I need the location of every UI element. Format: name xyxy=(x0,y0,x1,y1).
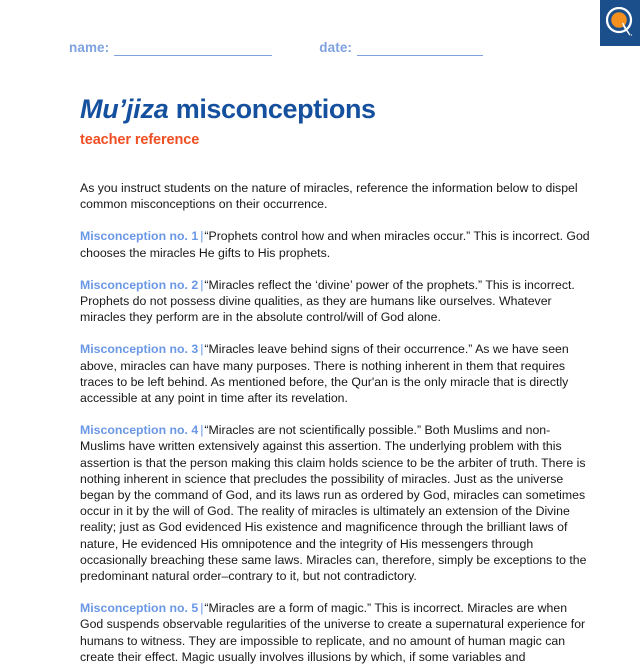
intro-paragraph: As you instruct students on the nature of miracles, reference the information below to dispel common misconceptions on their occurrence. xyxy=(80,181,578,212)
misconception-text: “Prophets control how and when miracles occur.” This is incorrect. God chooses the miracles He gifts to His prophets. xyxy=(80,229,590,260)
misconception-label: Misconception no. 2 xyxy=(80,277,199,292)
name-date-row xyxy=(69,41,579,56)
misconception-label: Misconception no. 4 xyxy=(80,423,199,438)
body-copy xyxy=(80,180,593,665)
name-input[interactable] xyxy=(114,43,272,56)
page-title-term: Mu’jiza xyxy=(80,94,169,124)
misconception-item xyxy=(80,422,593,584)
misconception-separator: | xyxy=(200,342,204,357)
misconception-item xyxy=(80,600,593,665)
misconception-text: “Miracles are not scientifically possible.” Both Muslims and non-Muslims have written extensively against this assertion. The underlying problem with this assertion is that the person making this claim holds science to be the arbiter of truth. There is nothing inherent in science that precludes the possibility of miracles. Just as the universe began by the command of God, and its laws run as ordered by God, miracles can sometimes occur in it by the will of God. The reality of miracles is ultimately an extension of the Divine reality; just as God evidenced His existence and magnificence through the brilliant laws of nature, He evidenced His omnipotence and the integrity of His messengers through occasionally breaching these same laws. Miracles can, therefore, simply be exceptions to the predominant natural order–contrary to it, but not contradictory. xyxy=(80,423,587,584)
misconception-item xyxy=(80,341,593,406)
misconception-label: Misconception no. 1 xyxy=(80,229,199,244)
misconception-item xyxy=(80,277,593,326)
title-block xyxy=(80,95,600,148)
page-title xyxy=(80,95,600,124)
misconception-label: Misconception no. 3 xyxy=(80,342,199,357)
misconception-text: “Miracles leave behind signs of their occurrence.” As we have seen above, miracles can have many purposes. There is nothing inherent in them that requires traces to be left behind. As mentioned before, the Qur'an is the only miracle that is directly accessible at any point in time after its revelation. xyxy=(80,342,569,406)
misconception-label: Misconception no. 5 xyxy=(80,601,199,616)
date-input[interactable] xyxy=(357,43,483,56)
page-subtitle: teacher reference xyxy=(80,132,200,149)
misconception-item xyxy=(80,228,593,260)
brand-logo xyxy=(600,0,640,46)
misconception-separator: | xyxy=(200,601,204,616)
misconception-text: “Miracles are a form of magic.” This is incorrect. Miracles are when God suspends observable regularities of the universe to create a supernatural experience for humans to witness. They are impossible to replicate, and no amount of human magic can create their effect. Magic usually involves illusions by which, if some variables and xyxy=(80,601,586,664)
misconception-separator: | xyxy=(200,423,204,438)
name-label: name: xyxy=(69,40,110,55)
name-field[interactable] xyxy=(69,41,272,56)
misconception-separator: | xyxy=(200,229,204,244)
date-field[interactable] xyxy=(319,41,483,56)
misconception-text: “Miracles reflect the ‘divine’ power of the prophets.” This is incorrect. Prophets do not possess divine qualities, as they are humans like ourselves. Whatever miracles they perform are in the absolute control/will of God alone. xyxy=(80,277,575,325)
page-title-rest: misconceptions xyxy=(168,94,376,124)
date-label: date: xyxy=(319,40,353,55)
q-speech-bubble-logo-icon xyxy=(606,7,634,37)
misconception-separator: | xyxy=(200,277,204,292)
